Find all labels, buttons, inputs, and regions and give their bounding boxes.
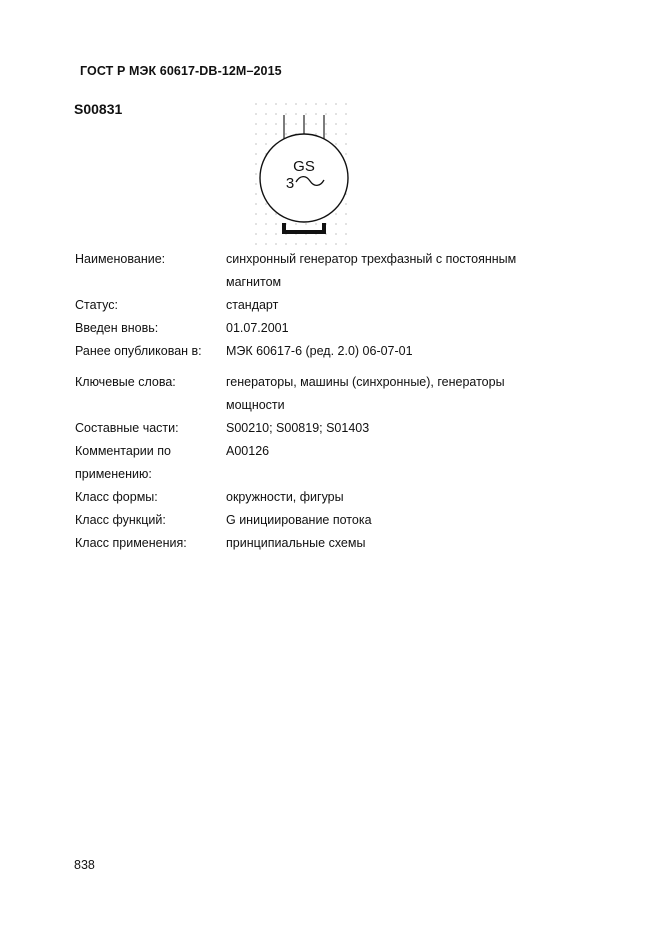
grid-dot [255,103,256,104]
machine-circle [260,134,348,222]
grid-dot [275,243,276,244]
grid-dot [315,223,316,224]
grid-dot [265,223,266,224]
grid-dot [265,133,266,134]
grid-dot [325,243,326,244]
grid-dot [255,173,256,174]
attributes-table [75,248,565,555]
attribute-key: Класс формы: [75,490,158,504]
grid-dot [305,123,306,124]
attribute-value: A00126 [226,444,270,458]
grid-dot [255,133,256,134]
attribute-row [75,532,565,555]
grid-dot [295,113,296,114]
grid-dot [285,123,286,124]
grid-dot [305,243,306,244]
grid-dot [285,113,286,114]
attribute-key: Составные части: [75,421,179,435]
grid-dot [265,233,266,234]
grid-dot [335,223,336,224]
grid-dot [265,123,266,124]
grid-dot [325,133,326,134]
grid-dot [305,223,306,224]
grid-dot [275,233,276,234]
attribute-value: МЭК 60617-6 (ред. 2.0) 06-07-01 [226,344,413,358]
grid-dot [345,103,346,104]
grid-dot [345,203,346,204]
attribute-value: 01.07.2001 [226,321,289,335]
attribute-value: принципиальные схемы [226,536,366,550]
grid-dot [345,133,346,134]
attribute-key: Введен вновь: [75,321,159,335]
grid-dot [295,103,296,104]
grid-dot [255,193,256,194]
grid-dot [285,243,286,244]
grid-dot [345,113,346,114]
grid-dot [345,243,346,244]
grid-dot [335,123,336,124]
grid-dot [315,133,316,134]
attribute-row [75,340,565,363]
grid-dot [255,233,256,234]
grid-dot [265,243,266,244]
grid-dot [255,143,256,144]
grid-dot [275,133,276,134]
grid-dot [255,163,256,164]
grid-dot [345,213,346,214]
grid-dot [265,203,266,204]
grid-dot [275,113,276,114]
grid-dot [295,243,296,244]
attribute-row [75,486,565,509]
grid-dot [335,113,336,114]
attribute-value: окружности, фигуры [226,490,344,504]
grid-dot [255,203,256,204]
grid-dot [335,213,336,214]
attribute-row [75,248,565,294]
attribute-value: S00210; S00819; S01403 [226,421,370,435]
attribute-key: Ранее опубликован в: [75,344,202,358]
grid-dot [335,103,336,104]
attribute-value: G инициирование потока [226,513,372,527]
attribute-key: Класс применения: [75,536,187,550]
grid-dot [345,153,346,154]
attribute-key: Наименование: [75,252,166,266]
grid-dot [255,153,256,154]
grid-dot [345,223,346,224]
grid-dot [255,123,256,124]
grid-dot [325,123,326,124]
permanent-magnet-icon [284,223,324,232]
grid-dot [335,243,336,244]
attribute-row [75,294,565,317]
grid-dot [335,143,336,144]
grid-dot [265,113,266,114]
attribute-value: синхронный генератор трехфазный с постоянным магнитом [226,252,517,289]
attribute-key: Комментарии по применению: [75,444,171,481]
attribute-row [75,440,565,486]
grid-dot [305,113,306,114]
grid-dot [305,103,306,104]
attribute-row [75,509,565,532]
grid-dot [275,213,276,214]
symbol-code: S00831 [74,101,123,117]
attribute-key: Класс функций: [75,513,166,527]
grid-dot [325,103,326,104]
generator-symbol-figure [254,102,354,248]
grid-dot [345,143,346,144]
page-number: 838 [74,858,95,872]
grid-dot [315,113,316,114]
grid-dot [335,133,336,134]
attribute-value: генераторы, машины (синхронные), генераторы мощности [226,375,505,412]
grid-dot [315,123,316,124]
grid-dot [255,113,256,114]
grid-dot [315,103,316,104]
grid-dot [275,223,276,224]
grid-dot [255,213,256,214]
document-header: ГОСТ Р МЭК 60617-DB-12M–2015 [80,64,282,78]
grid-dot [275,103,276,104]
attribute-row [75,417,565,440]
attribute-key: Статус: [75,298,118,312]
grid-dot [255,183,256,184]
grid-dot [345,123,346,124]
grid-dot [285,133,286,134]
symbol-label-phases: 3 [285,175,295,192]
grid-dot [265,143,266,144]
attribute-row [75,363,565,417]
grid-dot [265,213,266,214]
attribute-value: стандарт [226,298,279,312]
grid-dot [275,123,276,124]
grid-dot [265,103,266,104]
grid-dot [295,123,296,124]
grid-dot [295,223,296,224]
grid-dot [345,233,346,234]
attribute-row [75,317,565,340]
grid-dot [255,223,256,224]
grid-dot [255,243,256,244]
grid-dot [335,233,336,234]
symbol-label-gs: GS [293,158,315,175]
attribute-key: Ключевые слова: [75,375,176,389]
grid-dot [315,243,316,244]
grid-dot [325,113,326,114]
grid-dot [285,103,286,104]
